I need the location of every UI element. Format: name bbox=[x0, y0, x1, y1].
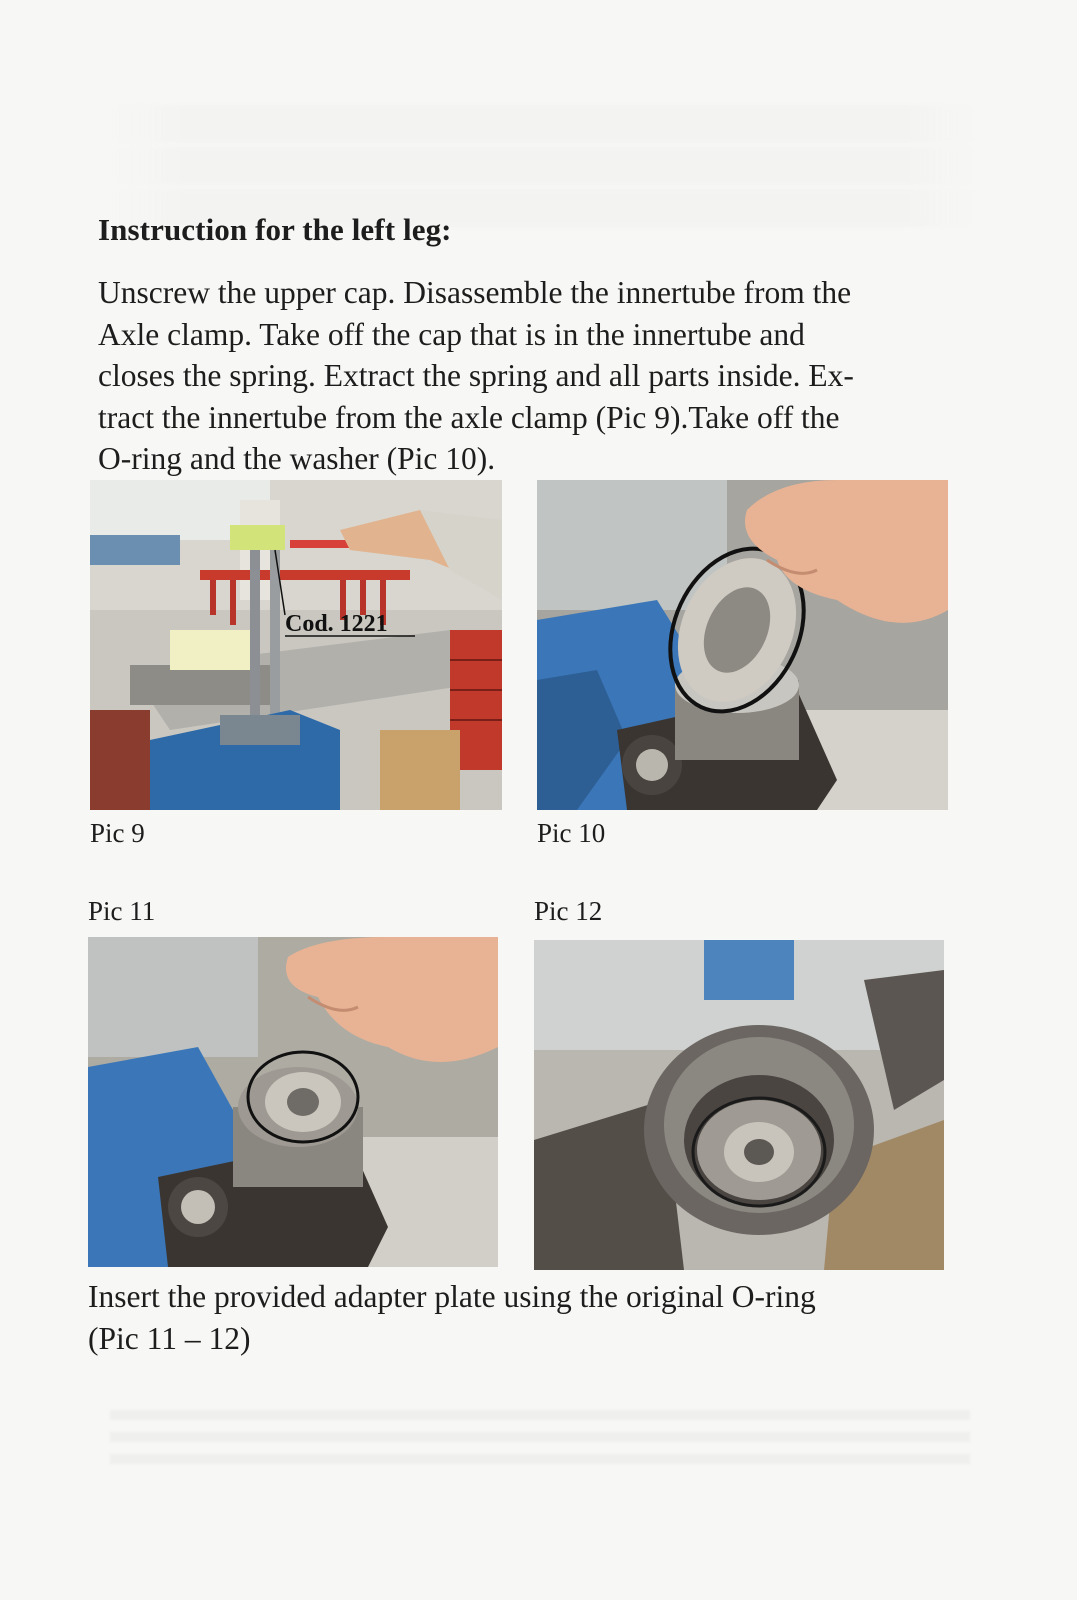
pic9-caption: Pic 9 bbox=[90, 818, 145, 848]
pic12-caption: Pic 12 bbox=[534, 896, 603, 926]
pic10-photo bbox=[537, 480, 948, 810]
intro-line: O-ring and the washer (Pic 10). bbox=[98, 441, 496, 476]
intro-line: Axle clamp. Take off the cap that is in the innertube and bbox=[98, 316, 805, 352]
pic11-caption: Pic 11 bbox=[88, 896, 156, 926]
pic10-caption: Pic 10 bbox=[537, 818, 606, 848]
pic12-photo bbox=[534, 940, 944, 1270]
intro-line: tract the innertube from the axle clamp (Pic 9).Take off the bbox=[98, 399, 840, 435]
pic9-photo bbox=[90, 480, 502, 810]
insert-line: (Pic 11 – 12) bbox=[88, 1320, 251, 1356]
section-heading: Instruction for the left leg: bbox=[98, 212, 452, 247]
pic9-label: Cod. 1221 bbox=[285, 611, 388, 637]
intro-paragraph bbox=[98, 272, 958, 480]
intro-line: closes the spring. Extract the spring and all parts inside. Ex- bbox=[98, 358, 854, 393]
reverse-page-bleed-footnote bbox=[110, 1410, 970, 1476]
pic11-photo bbox=[88, 937, 498, 1267]
intro-line: Unscrew the upper cap. Disassemble the innertube from the bbox=[98, 275, 852, 310]
insert-paragraph bbox=[88, 1276, 816, 1359]
insert-line: Insert the provided adapter plate using the original O-ring bbox=[88, 1279, 816, 1314]
